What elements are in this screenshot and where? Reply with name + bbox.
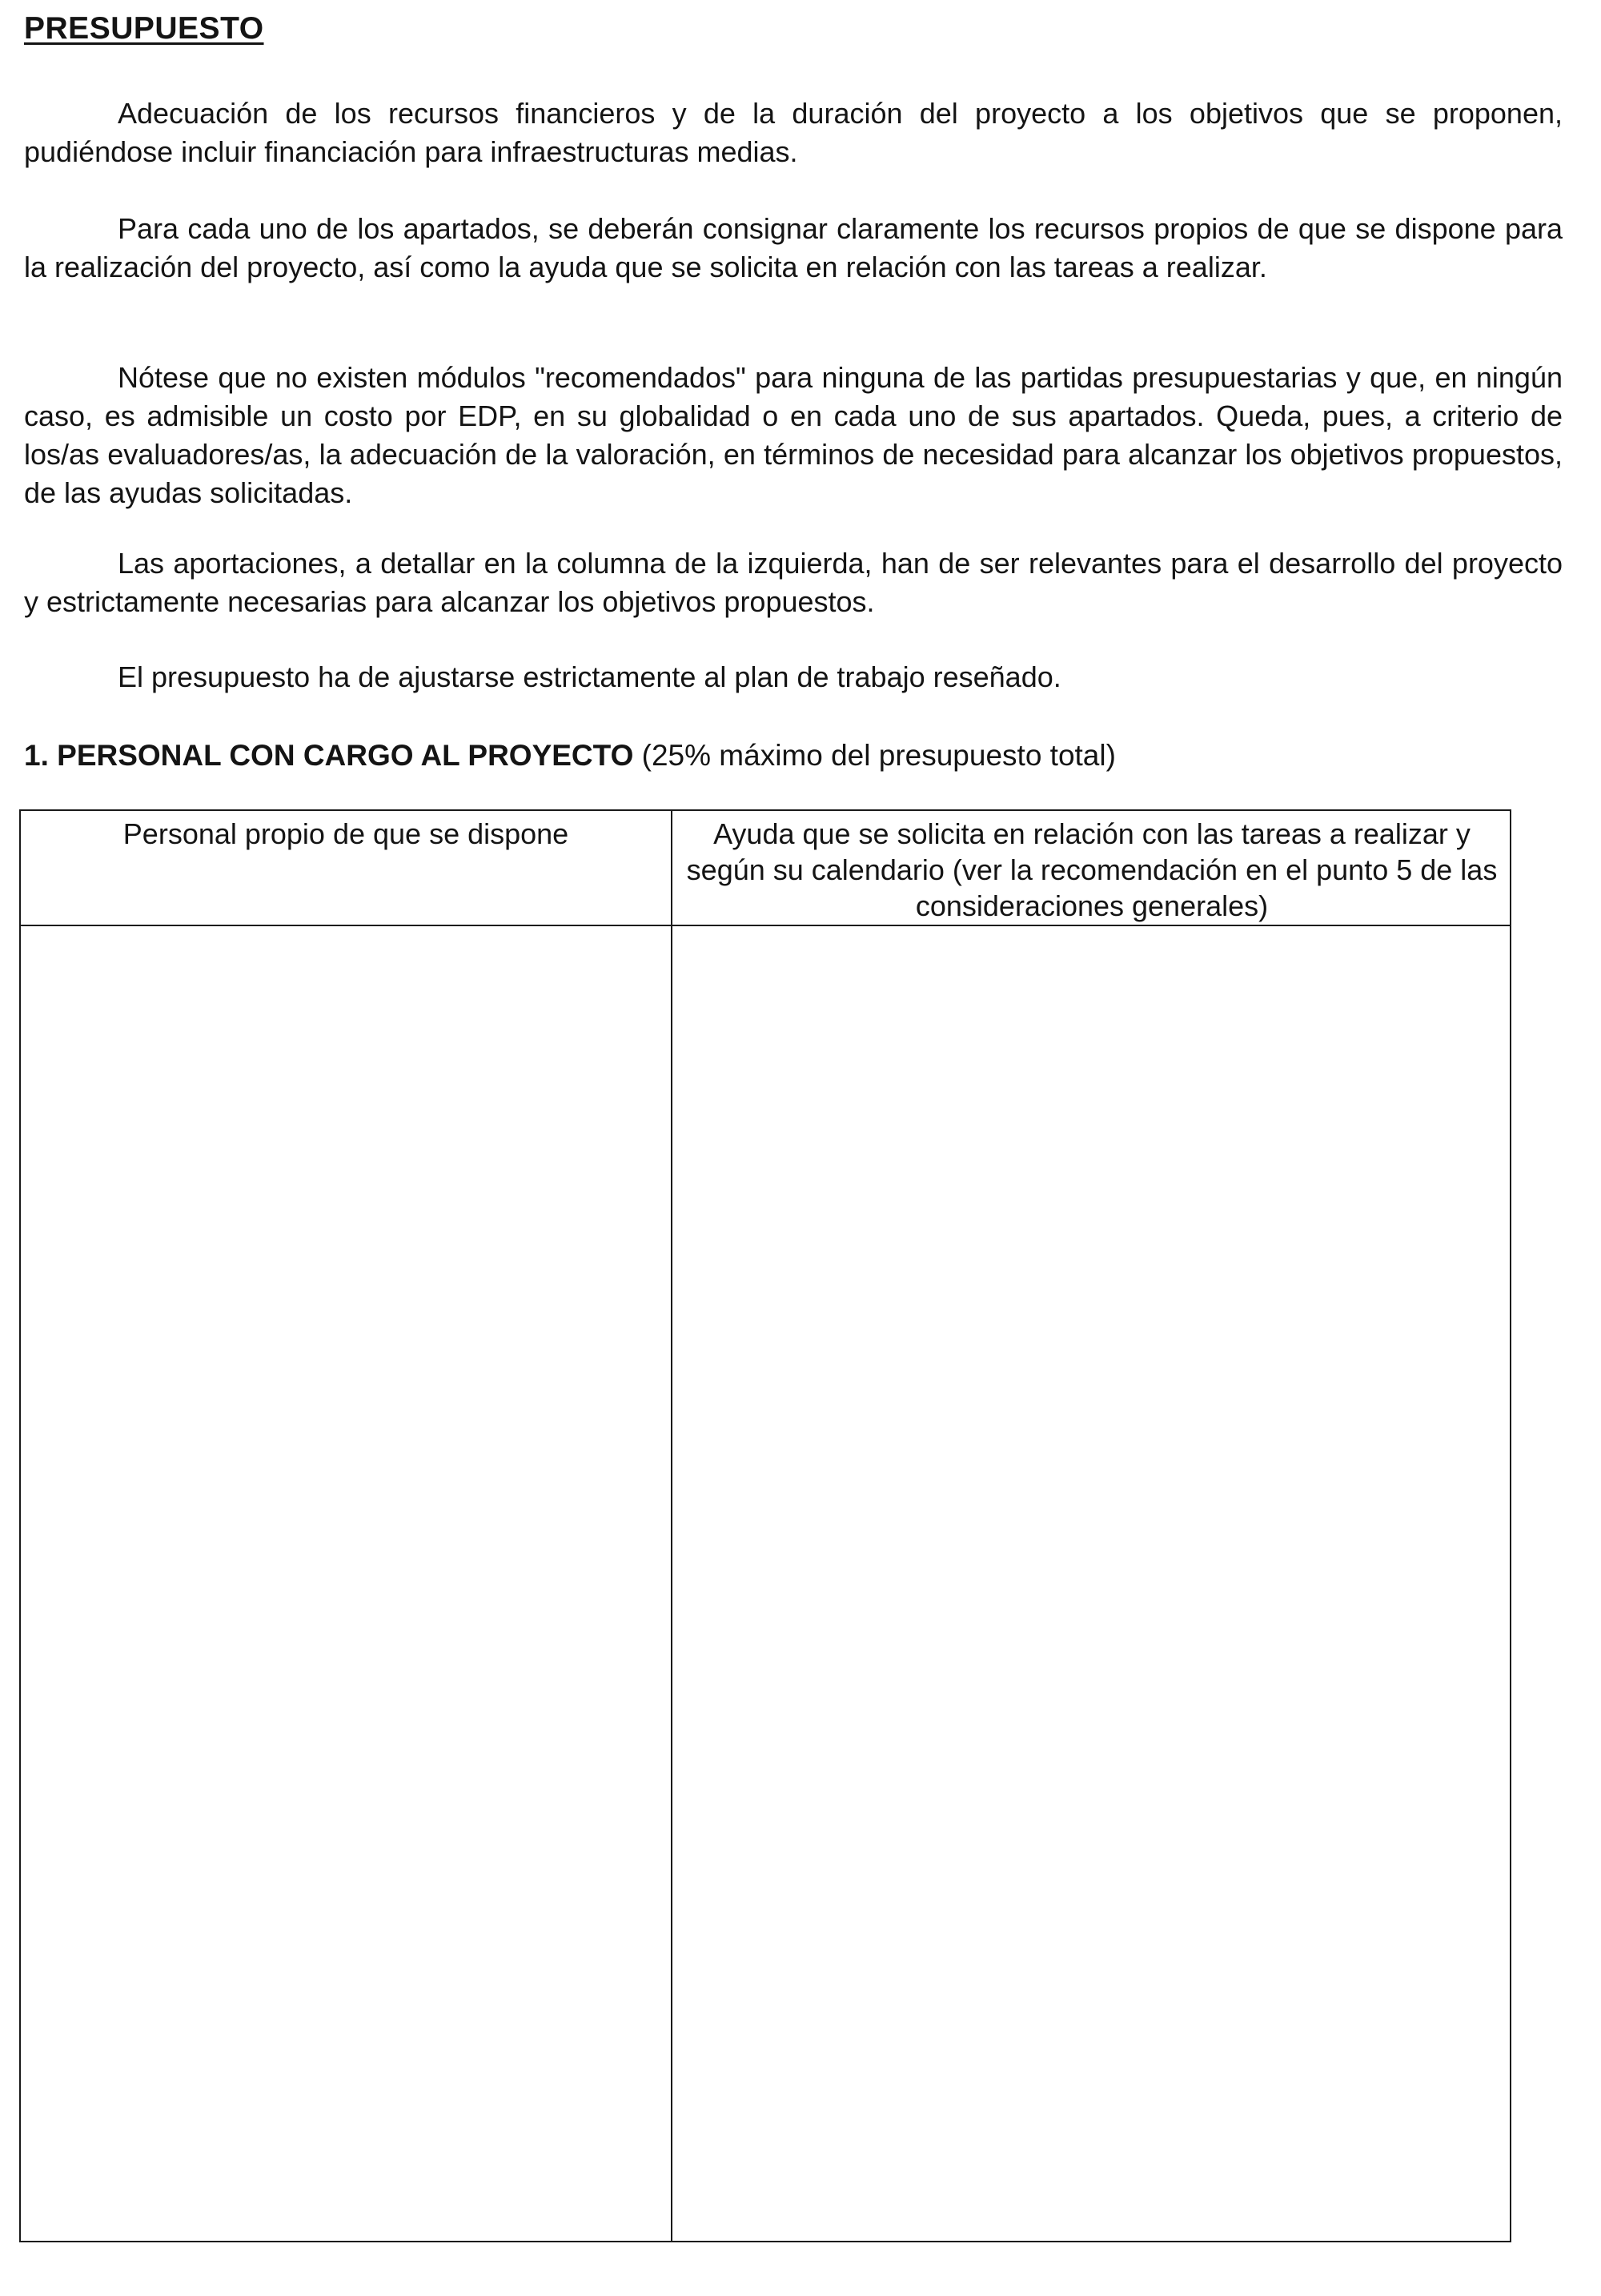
section-heading bbox=[24, 737, 1116, 775]
paragraph-own-resources: Para cada uno de los apartados, se deberán consignar claramente los recursos propios de que se dispone para la realización del proyecto, así como la ayuda que se solicita en relación con las tareas a realizar. bbox=[24, 212, 1563, 283]
table-cell-requested-aid[interactable] bbox=[672, 926, 1510, 2241]
table-cell-own-personnel[interactable] bbox=[21, 926, 671, 2241]
personnel-budget-table bbox=[19, 809, 1511, 2242]
paragraph-budget-adequacy: Adecuación de los recursos financieros y de la duración del proyecto a los objetivos que se proponen, pudiéndose incluir financiación para infraestructuras medias. bbox=[24, 97, 1563, 168]
table-header-own-personnel: Personal propio de que se dispone bbox=[122, 817, 569, 850]
paragraph-work-plan: El presupuesto ha de ajustarse estrictamente al plan de trabajo reseñado. bbox=[118, 660, 1061, 693]
section-note: (25% máximo del presupuesto total) bbox=[641, 739, 1116, 772]
paragraph-no-modules: Nótese que no existen módulos "recomendados" para ninguna de las partidas presupuestarias y que, en ningún caso, es admisible un costo por EDP, en su globalidad o en cada uno de sus apartados. Queda, pues, a criterio de los/as evaluadores/as, la adecuación de la valoración, en términos de necesidad para alcanzar los objetivos propuestos, de las ayudas solicitadas. bbox=[24, 361, 1563, 509]
table-header-requested-aid: Ayuda que se solicita en relación con las tareas a realizar y según su calendario (ver la recomendación en el punto 5 de las consideraciones generales) bbox=[686, 817, 1498, 922]
section-title-text: 1. PERSONAL CON CARGO AL PROYECTO bbox=[24, 739, 634, 772]
paragraph-contributions: Las aportaciones, a detallar en la columna de la izquierda, han de ser relevantes para el desarrollo del proyecto y estrictamente necesarias para alcanzar los objetivos propuestos. bbox=[24, 547, 1563, 618]
page-title: PRESUPUESTO bbox=[24, 11, 264, 46]
